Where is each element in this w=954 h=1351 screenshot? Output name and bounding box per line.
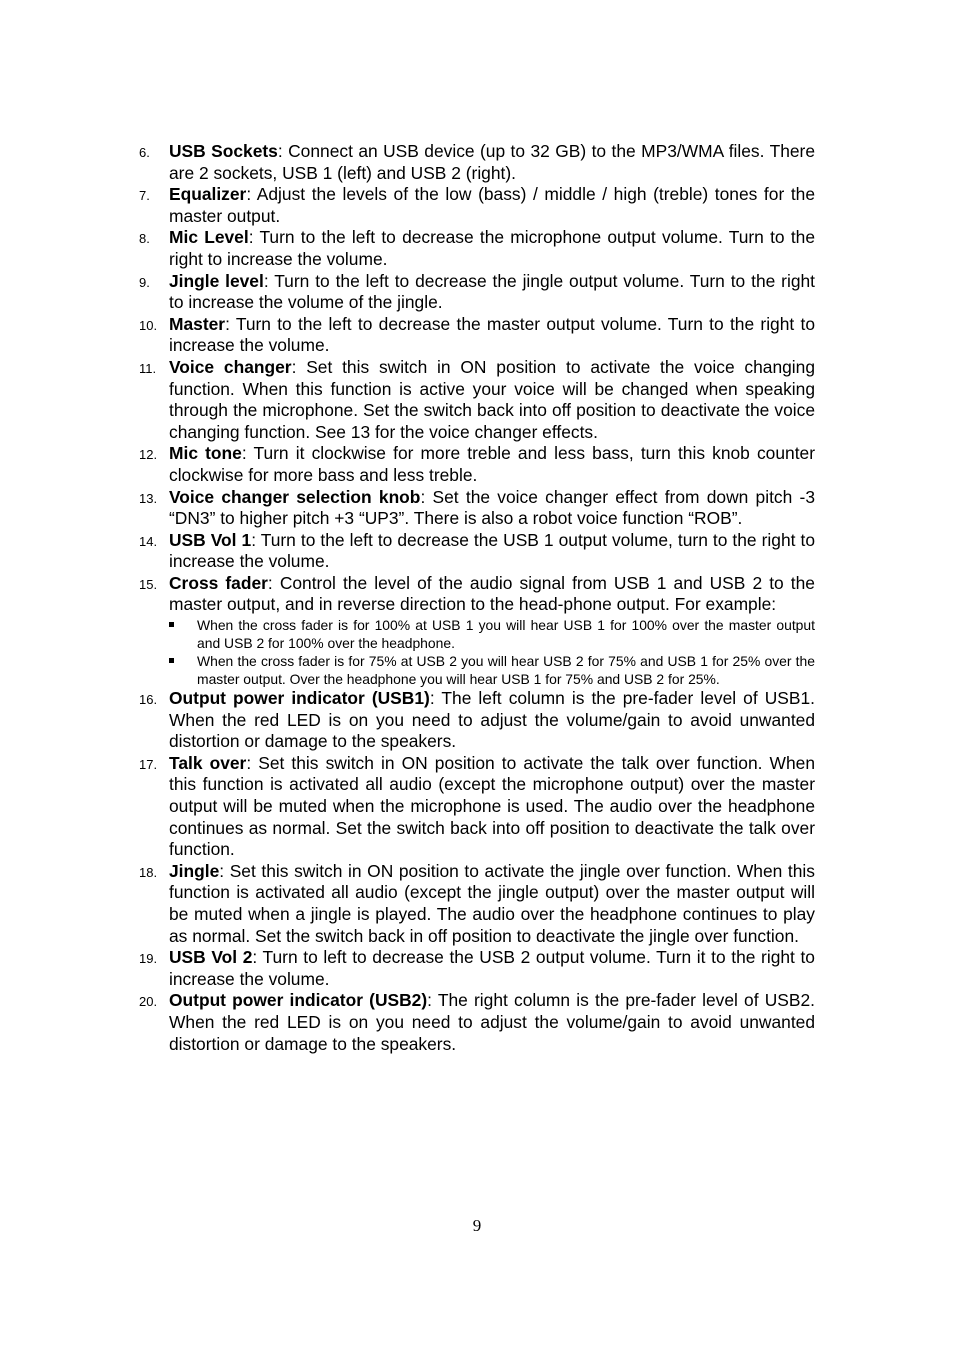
list-item-usb-vol-1 [139,530,815,573]
item-number: 20. [139,994,158,1010]
item-description: : The left column is the pre-fader level of USB1. When the red LED is on you need to adjust the volume/gain to avoid unwanted distortion or damage to the speakers. [169,688,816,752]
item-term: Master [169,313,226,334]
list-item-voice-changer [139,357,815,443]
item-term: Jingle [169,860,220,881]
page-number: 9 [472,1216,482,1235]
item-term: Voice changer selection knob [169,486,421,507]
list-item-master [139,314,815,357]
item-term: Mic Level [169,227,249,248]
cross-fader-example [169,616,815,652]
example-text: When the cross fader is for 75% at USB 2 you will hear USB 2 for 75% and USB 1 for 25% over the master output. Over the headphone you will hear USB 1 for 75% and USB 2 for 25%. [197,653,815,688]
item-description: : Connect an USB device (up to 32 GB) to the MP3/WMA files. There are 2 sockets, USB 1 (left) and USB 2 (right). [169,141,816,183]
item-term: Output power indicator (USB2) [169,990,428,1011]
item-term: USB Vol 2 [169,947,253,968]
item-description: : Set the voice changer effect from down pitch -3 “DN3” to higher pitch +3 “UP3”. There is also a robot voice function “ROB”. [169,486,815,529]
item-description: : Set this switch in ON position to activate the jingle over function. When this function is activated all audio (except the jingle output) over the master output will be muted when a jingle is played. The audio over the headphone continues to play as normal. Set the switch back in off position to deactivate the jingle over function. [169,860,815,946]
list-item-usb-vol-2 [139,947,815,990]
item-number: 10. [139,317,158,333]
item-number: 16. [139,692,158,708]
item-term: Talk over [169,752,247,773]
item-description: : Control the level of the audio signal from USB 1 and USB 2 to the master output, and in reverse direction to the head-phone output. For example: [169,572,815,615]
item-description: : Turn to left to decrease the USB 2 output volume. Turn it to the right to increase the volume. [169,947,815,989]
list-item-equalizer [139,184,815,227]
list-item-cross-fader [139,573,815,688]
item-number: 12. [139,447,158,463]
item-number: 14. [139,533,158,549]
item-description: : The right column is the pre-fader level of USB2. When the red LED is on you need to adjust the volume/gain to avoid unwanted distortion or damage to the speakers. [169,990,815,1054]
item-description: : Turn to the left to decrease the microphone output volume. Turn to the right to increase the volume. [169,227,815,269]
item-term: Cross fader [169,572,268,593]
list-item-output-power-indicator-usb1 [139,688,815,753]
example-text: When the cross fader is for 100% at USB 1 you will hear USB 1 for 100% over the master output and USB 2 for 100% over the headphone. [197,617,815,652]
item-term: Voice changer [169,356,292,377]
item-number: 9. [139,274,150,290]
cross-fader-example-list [169,616,815,688]
item-number: 6. [139,145,150,160]
list-item-jingle-level [139,271,815,314]
item-description: : Turn it clockwise for more treble and less bass, turn this knob counter clockwise for more bass and less treble. [169,443,815,485]
item-number: 19. [139,951,158,967]
list-item-output-power-indicator-usb2 [139,990,815,1055]
item-term: Jingle level [169,270,264,291]
list-item-mic-level [139,227,815,270]
item-number: 11. [139,360,157,376]
item-term: Output power indicator (USB1) [169,688,430,709]
list-item-usb-sockets [139,141,815,184]
manual-item-list [139,141,815,1055]
item-term: Equalizer [169,184,247,205]
item-term: Mic tone [169,443,242,464]
list-item-talk-over [139,753,815,861]
item-description: : Adjust the levels of the low (bass) / middle / high (treble) tones for the master output. [169,184,815,226]
item-number: 13. [139,490,158,506]
item-description: : Set this switch in ON position to activate the talk over function. When this function is activated all audio (except the microphone output) over the master output will be muted when the microphone is used. The audio over the headphone continues as normal. Set the switch back into off position to deactivate the talk over function. [169,752,815,860]
item-number: 15. [139,576,158,592]
item-description: : Turn to the left to decrease the USB 1 output volume, turn to the right to increase the volume. [169,529,815,572]
item-number: 8. [139,231,150,247]
list-item-voice-changer-selection-knob [139,487,815,530]
item-number: 7. [139,188,150,204]
square-bullet-icon [169,622,174,627]
square-bullet-icon [169,658,174,663]
item-description: : Turn to the left to decrease the jingle output volume. Turn to the right to increase the volume of the jingle. [169,270,815,313]
list-item-jingle [139,861,815,947]
item-term: USB Vol 1 [169,529,252,550]
item-description: : Set this switch in ON position to activate the voice changing function. When this function is active your voice will be changed when speaking through the microphone. Set the switch back into off position to deactivate the voice changing function. See 13 for the voice changer effects. [169,356,816,442]
list-item-mic-tone [139,443,815,486]
item-number: 17. [139,756,158,772]
item-description: : Turn to the left to decrease the master output volume. Turn to the right to increase the volume. [169,313,815,356]
cross-fader-example [169,652,815,688]
item-term: USB Sockets [169,141,278,161]
item-number: 18. [139,864,158,880]
